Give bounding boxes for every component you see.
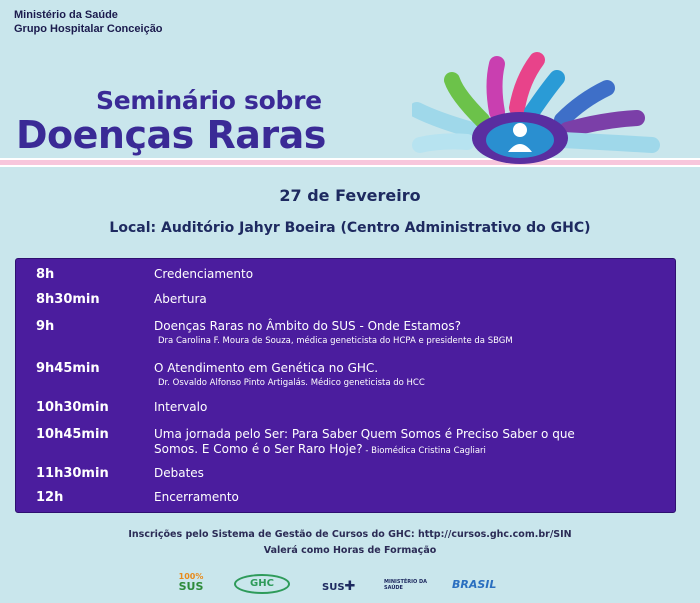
schedule-time: 11h30min	[36, 466, 109, 481]
schedule-speaker: Dr. Osvaldo Alfonso Pinto Artigalás. Médico geneticista do HCC	[158, 378, 425, 388]
schedule-time: 8h30min	[36, 292, 100, 307]
schedule-desc: O Atendimento em Genética no GHC.	[154, 361, 379, 375]
schedule-desc-line-1: Uma jornada pelo Ser: Para Saber Quem Somos é Preciso Saber o que	[154, 427, 575, 441]
schedule-desc-line-2	[154, 442, 664, 459]
event-date: 27 de Fevereiro	[279, 186, 421, 205]
schedule-desc: Doenças Raras no Âmbito do SUS - Onde Estamos?	[154, 319, 462, 333]
schedule-time: 8h	[36, 267, 55, 282]
schedule-speaker: - Biomédica Cristina Cagliari	[362, 446, 486, 456]
header-line-2: Grupo Hospitalar Conceição	[14, 23, 163, 35]
registration-info: Inscrições pelo Sistema de Gestão de Cursos do GHC: http://cursos.ghc.com.br/SIN	[128, 529, 572, 540]
hands-logo-icon	[412, 50, 682, 170]
training-hours-note: Valerá como Horas de Formação	[263, 545, 437, 556]
header	[14, 8, 163, 36]
title-line-2: Doenças Raras	[16, 113, 326, 157]
sus-logo	[322, 579, 355, 594]
schedule-desc	[154, 427, 664, 459]
cross-icon: ✚	[344, 579, 356, 594]
brasil-logo: BRASIL	[452, 578, 497, 591]
sponsor-logos	[170, 572, 550, 598]
schedule-time: 12h	[36, 490, 64, 505]
sus-100-logo	[170, 572, 212, 592]
schedule-box	[15, 258, 676, 513]
ministerio-logo: MINISTÉRIO DA SAÚDE	[384, 579, 428, 591]
sus-logo-text: SUS	[322, 582, 345, 593]
sus-100-bottom: SUS	[178, 580, 204, 593]
schedule-desc-line-2-text: Somos. E Como é o Ser Raro Hoje?	[154, 442, 363, 456]
schedule-time: 10h30min	[36, 400, 109, 415]
header-line-1: Ministério da Saúde	[14, 9, 118, 21]
schedule-time: 9h45min	[36, 361, 100, 376]
schedule-time: 10h45min	[36, 427, 109, 442]
schedule-desc: Encerramento	[154, 490, 239, 504]
schedule-desc: Abertura	[154, 292, 207, 306]
schedule-speaker: Dra Carolina F. Moura de Souza, médica geneticista do HCPA e presidente da SBGM	[158, 336, 513, 346]
schedule-desc: Credenciamento	[154, 267, 254, 281]
title-line-1: Seminário sobre	[96, 86, 322, 115]
ghc-logo: GHC	[234, 574, 290, 594]
schedule-time: 9h	[36, 319, 55, 334]
schedule-desc: Intervalo	[154, 400, 208, 414]
event-location: Local: Auditório Jahyr Boeira (Centro Administrativo do GHC)	[109, 220, 591, 236]
sus-100-top: 100%	[178, 572, 204, 581]
schedule-desc: Debates	[154, 466, 204, 480]
